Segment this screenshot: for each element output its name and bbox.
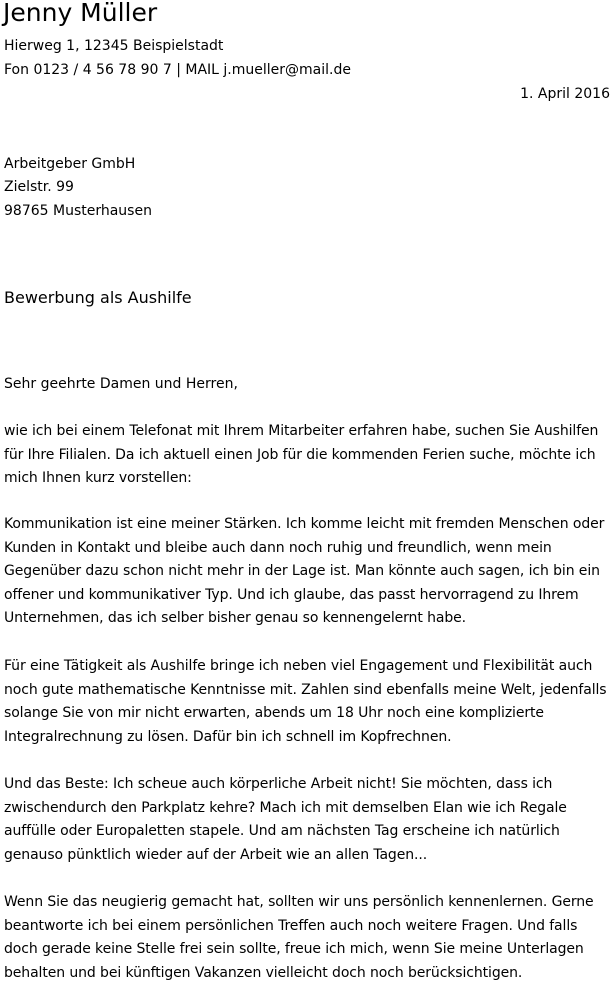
recipient-street: Zielstr. 99 [4,179,74,195]
sender-contact: Fon 0123 / 4 56 78 90 7 | MAIL j.mueller@mail.de [4,62,351,78]
sender-name: Jenny Müller [3,0,158,27]
sender-address: Hierweg 1, 12345 Beispielstadt [4,38,224,54]
recipient-company: Arbeitgeber GmbH [4,156,136,172]
salutation: Sehr geehrte Damen und Herren, [4,376,238,392]
recipient-city: 98765 Musterhausen [4,203,152,219]
paragraph-skills: Für eine Tätigkeit als Aushilfe bringe ich neben viel Engagement und Flexibilität auch noch gute mathematische Kenntnisse mit. Zahlen sind ebenfalls meine Welt, jedenfalls solange Sie von mir nicht erwarten, abends um 18 Uhr noch eine komplizierte Integralrechnung zu lösen. Dafür bin ich schnell im Kopfrechnen. [4,658,607,745]
letter-subject: Bewerbung als Aushilfe [4,288,192,307]
paragraph-intro: wie ich bei einem Telefonat mit Ihrem Mitarbeiter erfahren habe, suchen Sie Aushilfen für Ihre Filialen. Da ich aktuell einen Job für die kommenden Ferien suche, möchte ich mich Ihnen kurz vorstellen: [4,423,599,487]
paragraph-closing: Wenn Sie das neugierig gemacht hat, sollten wir uns persönlich kennenlernen. Gerne beantworte ich bei einem persönlichen Treffen auch noch weitere Fragen. Und falls doch gerade keine Stelle frei sein sollte, freue ich mich, wenn Sie meine Unterlagen behalten und bei künftigen Vakanzen vielleicht doch noch berücksichtigen. [4,894,594,981]
letter-date: 1. April 2016 [520,86,610,102]
paragraph-physical-work: Und das Beste: Ich scheue auch körperliche Arbeit nicht! Sie möchten, dass ich zwischendurch den Parkplatz kehre? Mach ich mit demselben Elan wie ich Regale auffülle oder Europaletten stapele. Und am nächsten Tag erscheine ich natürlich genauso pünktlich wieder auf der Arbeit wie an allen Tagen... [4,776,567,863]
paragraph-communication: Kommunikation ist eine meiner Stärken. Ich komme leicht mit fremden Menschen oder Kunden in Kontakt und bleibe auch dann noch ruhig und freundlich, wenn mein Gegenüber dazu schon nicht mehr in der Lage ist. Man könnte auch sagen, ich bin ein offener und kommunikativer Typ. Und ich glaube, das passt hervorragend zu Ihrem Unternehmen, das ich selber bisher genau so kennengelernt habe. [4,516,605,627]
